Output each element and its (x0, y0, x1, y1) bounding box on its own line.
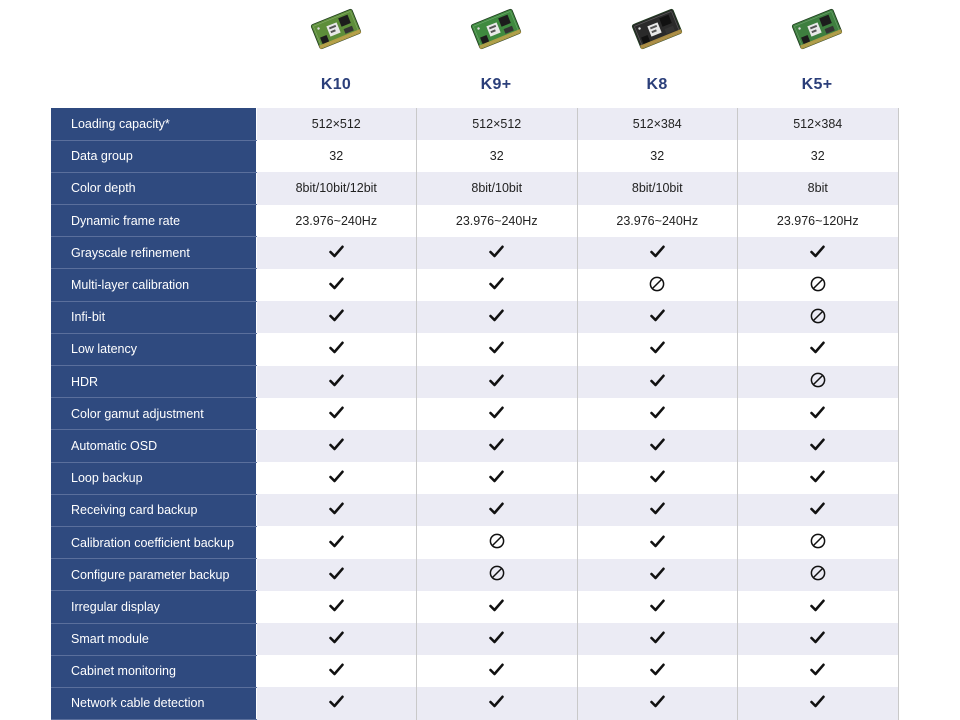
check-icon (417, 301, 578, 333)
check-icon (738, 494, 899, 526)
table-row (51, 494, 898, 526)
check-icon (256, 623, 417, 655)
check-icon (577, 366, 738, 398)
table-row (51, 398, 898, 430)
receiving-card-icon (466, 4, 526, 54)
check-icon (256, 237, 417, 269)
spec-value: 512×512 (417, 108, 578, 140)
check-icon (256, 366, 417, 398)
table-row (51, 462, 898, 494)
check-icon (738, 333, 899, 365)
table-row (51, 526, 898, 558)
not-supported-icon (577, 269, 738, 301)
check-icon (417, 591, 578, 623)
spec-value: 8bit/10bit/12bit (256, 172, 417, 204)
table-row (51, 430, 898, 462)
check-icon (577, 494, 738, 526)
check-icon (577, 591, 738, 623)
check-icon (738, 398, 899, 430)
feature-label: Multi-layer calibration (51, 269, 256, 301)
receiving-card-icon (787, 4, 847, 54)
table-row (51, 623, 898, 655)
spec-value: 32 (256, 140, 417, 172)
spec-value: 512×384 (577, 108, 738, 140)
feature-label: Automatic OSD (51, 430, 256, 462)
check-icon (417, 269, 578, 301)
not-supported-icon (738, 269, 899, 301)
feature-label: Color depth (51, 172, 256, 204)
check-icon (577, 559, 738, 591)
product-name: K9+ (480, 76, 512, 93)
check-icon (577, 237, 738, 269)
check-icon (417, 623, 578, 655)
check-icon (577, 655, 738, 687)
check-icon (577, 623, 738, 655)
check-icon (256, 462, 417, 494)
spec-value: 512×512 (256, 108, 417, 140)
not-supported-icon (417, 526, 578, 558)
feature-label: Dynamic frame rate (51, 205, 256, 237)
receiving-card-icon (627, 4, 687, 54)
check-icon (738, 687, 899, 719)
feature-label: Irregular display (51, 591, 256, 623)
check-icon (577, 687, 738, 719)
not-supported-icon (738, 526, 899, 558)
table-row (51, 301, 898, 333)
not-supported-icon (417, 559, 578, 591)
feature-label: Data group (51, 140, 256, 172)
not-supported-icon (738, 366, 899, 398)
feature-label: Network cable detection (51, 687, 256, 719)
feature-label: Loop backup (51, 462, 256, 494)
table-row (51, 366, 898, 398)
spec-value: 8bit/10bit (417, 172, 578, 204)
feature-label: Color gamut adjustment (51, 398, 256, 430)
check-icon (417, 366, 578, 398)
not-supported-icon (738, 301, 899, 333)
check-icon (256, 398, 417, 430)
check-icon (256, 559, 417, 591)
check-icon (577, 333, 738, 365)
check-icon (417, 333, 578, 365)
check-icon (577, 430, 738, 462)
table-row (51, 108, 898, 140)
check-icon (738, 237, 899, 269)
table-row (51, 333, 898, 365)
check-icon (417, 462, 578, 494)
table-row (51, 172, 898, 204)
product-header-k5plus (737, 0, 897, 106)
check-icon (256, 333, 417, 365)
spec-value: 8bit/10bit (577, 172, 738, 204)
feature-label: Receiving card backup (51, 494, 256, 526)
check-icon (256, 269, 417, 301)
spec-value: 512×384 (738, 108, 899, 140)
feature-label: Configure parameter backup (51, 559, 256, 591)
check-icon (256, 301, 417, 333)
check-icon (577, 301, 738, 333)
check-icon (417, 237, 578, 269)
table-row (51, 559, 898, 591)
check-icon (417, 398, 578, 430)
product-header-k8 (577, 0, 737, 106)
check-icon (738, 655, 899, 687)
spec-value: 23.976~120Hz (738, 205, 899, 237)
check-icon (417, 430, 578, 462)
check-icon (738, 623, 899, 655)
spec-value: 23.976~240Hz (417, 205, 578, 237)
table-row (51, 655, 898, 687)
feature-label: Low latency (51, 333, 256, 365)
table-row (51, 205, 898, 237)
product-header-k9plus (416, 0, 576, 106)
feature-label: Smart module (51, 623, 256, 655)
not-supported-icon (738, 559, 899, 591)
feature-label: Calibration coefficient backup (51, 526, 256, 558)
check-icon (577, 526, 738, 558)
check-icon (256, 430, 417, 462)
table-row (51, 591, 898, 623)
spec-value: 8bit (738, 172, 899, 204)
spec-value: 32 (577, 140, 738, 172)
check-icon (417, 687, 578, 719)
table-row (51, 237, 898, 269)
check-icon (738, 462, 899, 494)
product-name: K10 (320, 76, 352, 93)
spec-value: 32 (738, 140, 899, 172)
feature-label: Grayscale refinement (51, 237, 256, 269)
product-name: K5+ (801, 76, 833, 93)
feature-label: Cabinet monitoring (51, 655, 256, 687)
check-icon (256, 687, 417, 719)
table-row (51, 687, 898, 719)
check-icon (577, 398, 738, 430)
feature-label: Loading capacity* (51, 108, 256, 140)
receiving-card-icon (306, 4, 366, 54)
feature-label: Infi-bit (51, 301, 256, 333)
check-icon (256, 655, 417, 687)
table-row (51, 140, 898, 172)
check-icon (577, 462, 738, 494)
check-icon (417, 655, 578, 687)
check-icon (256, 591, 417, 623)
spec-value: 23.976~240Hz (256, 205, 417, 237)
feature-label: HDR (51, 366, 256, 398)
spec-value: 23.976~240Hz (577, 205, 738, 237)
check-icon (738, 430, 899, 462)
check-icon (738, 591, 899, 623)
spec-comparison-table (51, 108, 899, 720)
product-name: K8 (646, 76, 668, 93)
table-row (51, 269, 898, 301)
spec-value: 32 (417, 140, 578, 172)
product-header-k10 (256, 0, 416, 106)
check-icon (256, 526, 417, 558)
check-icon (256, 494, 417, 526)
check-icon (417, 494, 578, 526)
